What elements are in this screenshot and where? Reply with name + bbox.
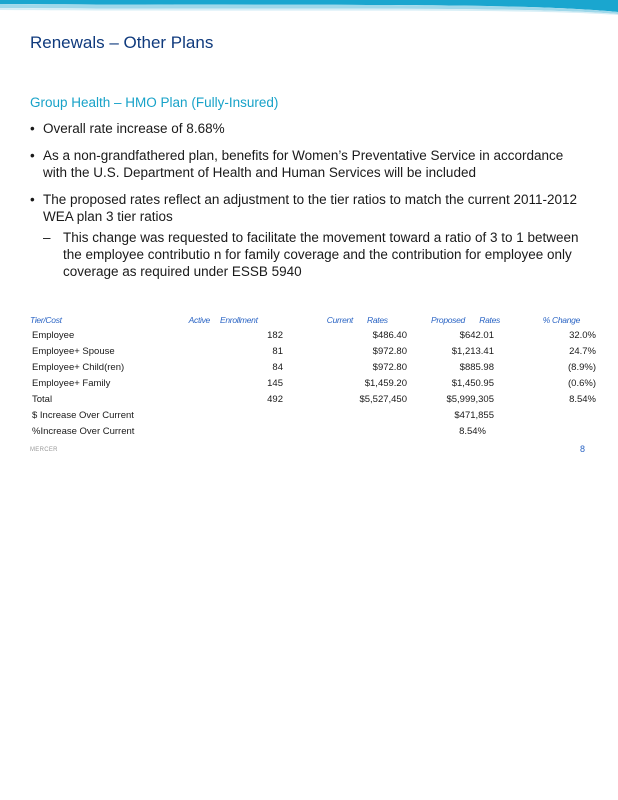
header-current-rates: Rates — [367, 314, 388, 325]
header-proposed: Proposed — [431, 314, 465, 325]
table-row — [30, 343, 600, 359]
section-subtitle: Group Health – HMO Plan (Fully-Insured) — [30, 95, 279, 110]
summary-label: $ Increase Over Current — [32, 409, 134, 421]
summary-row — [30, 407, 600, 423]
header-tier: Tier/Cost — [30, 314, 62, 325]
current-rate-cell: $1,459.20 — [364, 377, 407, 389]
header-pct-change: % Change — [542, 314, 580, 325]
page-number: 8 — [580, 444, 586, 454]
tier-cell: Employee — [32, 329, 75, 341]
tier-cell: Employee+ Child(ren) — [32, 361, 125, 373]
enrollment-cell: 81 — [272, 345, 283, 357]
pct-change-cell: 8.54% — [569, 393, 596, 405]
pct-change-cell: 32.0% — [569, 329, 596, 341]
table-row — [30, 359, 600, 375]
sub-bullet-item — [30, 229, 590, 280]
enrollment-cell: 182 — [267, 329, 283, 341]
proposed-rate-cell: $1,213.41 — [451, 345, 494, 357]
bullet-item — [30, 147, 590, 181]
table-row — [30, 391, 600, 407]
mercer-footer-logo: MERCER — [30, 447, 58, 453]
table-header-row — [30, 312, 600, 327]
header-current: Current — [326, 314, 353, 325]
proposed-rate-cell: $5,999,305 — [446, 393, 494, 405]
bullet-text: As a non-grandfathered plan, benefits for Women’s Preventative Service in accordance with the U.S. Department of Health and Human Services will be included — [43, 148, 564, 180]
bullet-glyph: • — [30, 121, 35, 136]
bullet-list — [30, 120, 590, 280]
bullet-glyph: • — [30, 148, 35, 163]
enrollment-cell: 492 — [267, 393, 283, 405]
pct-change-cell: (8.9%) — [568, 361, 596, 373]
header-wave-decoration — [0, 0, 618, 30]
summary-row — [30, 423, 600, 439]
bullet-item — [30, 191, 590, 225]
bullet-text: The proposed rates reflect an adjustment to the tier ratios to match the current 2011-2012 WEA plan 3 tier ratios — [43, 192, 578, 224]
summary-value: 8.54% — [459, 425, 486, 437]
current-rate-cell: $5,527,450 — [359, 393, 407, 405]
header-active: Active — [188, 314, 210, 325]
proposed-rate-cell: $1,450.95 — [451, 377, 494, 389]
tier-cell: Employee+ Family — [32, 377, 111, 389]
enrollment-cell: 145 — [267, 377, 283, 389]
proposed-rate-cell: $642.01 — [459, 329, 494, 341]
tier-cell: Total — [32, 393, 53, 405]
enrollment-cell: 84 — [272, 361, 283, 373]
pct-change-cell: 24.7% — [569, 345, 596, 357]
tier-cell: Employee+ Spouse — [32, 345, 115, 357]
bullet-text: Overall rate increase of 8.68% — [43, 121, 225, 136]
current-rate-cell: $972.80 — [372, 361, 407, 373]
pct-change-cell: (0.6%) — [568, 377, 596, 389]
proposed-rate-cell: $885.98 — [459, 361, 494, 373]
table-row — [30, 327, 600, 343]
current-rate-cell: $486.40 — [372, 329, 407, 341]
page-title: Renewals – Other Plans — [30, 33, 214, 52]
bullet-item — [30, 120, 590, 137]
header-proposed-rates: Rates — [479, 314, 500, 325]
table-row — [30, 375, 600, 391]
rates-table — [30, 312, 600, 439]
current-rate-cell: $972.80 — [372, 345, 407, 357]
sub-bullet-text: This change was requested to facilitate the movement toward a ratio of 3 to 1 between the employee contributio n for family coverage and the contribution for employee only coverage as required under ESSB 5940 — [63, 230, 579, 279]
dash-glyph: – — [43, 230, 51, 245]
summary-value: $471,855 — [454, 409, 494, 421]
header-enrollment: Enrollment — [220, 314, 258, 325]
bullet-glyph: • — [30, 192, 35, 207]
summary-label: %Increase Over Current — [32, 425, 135, 437]
